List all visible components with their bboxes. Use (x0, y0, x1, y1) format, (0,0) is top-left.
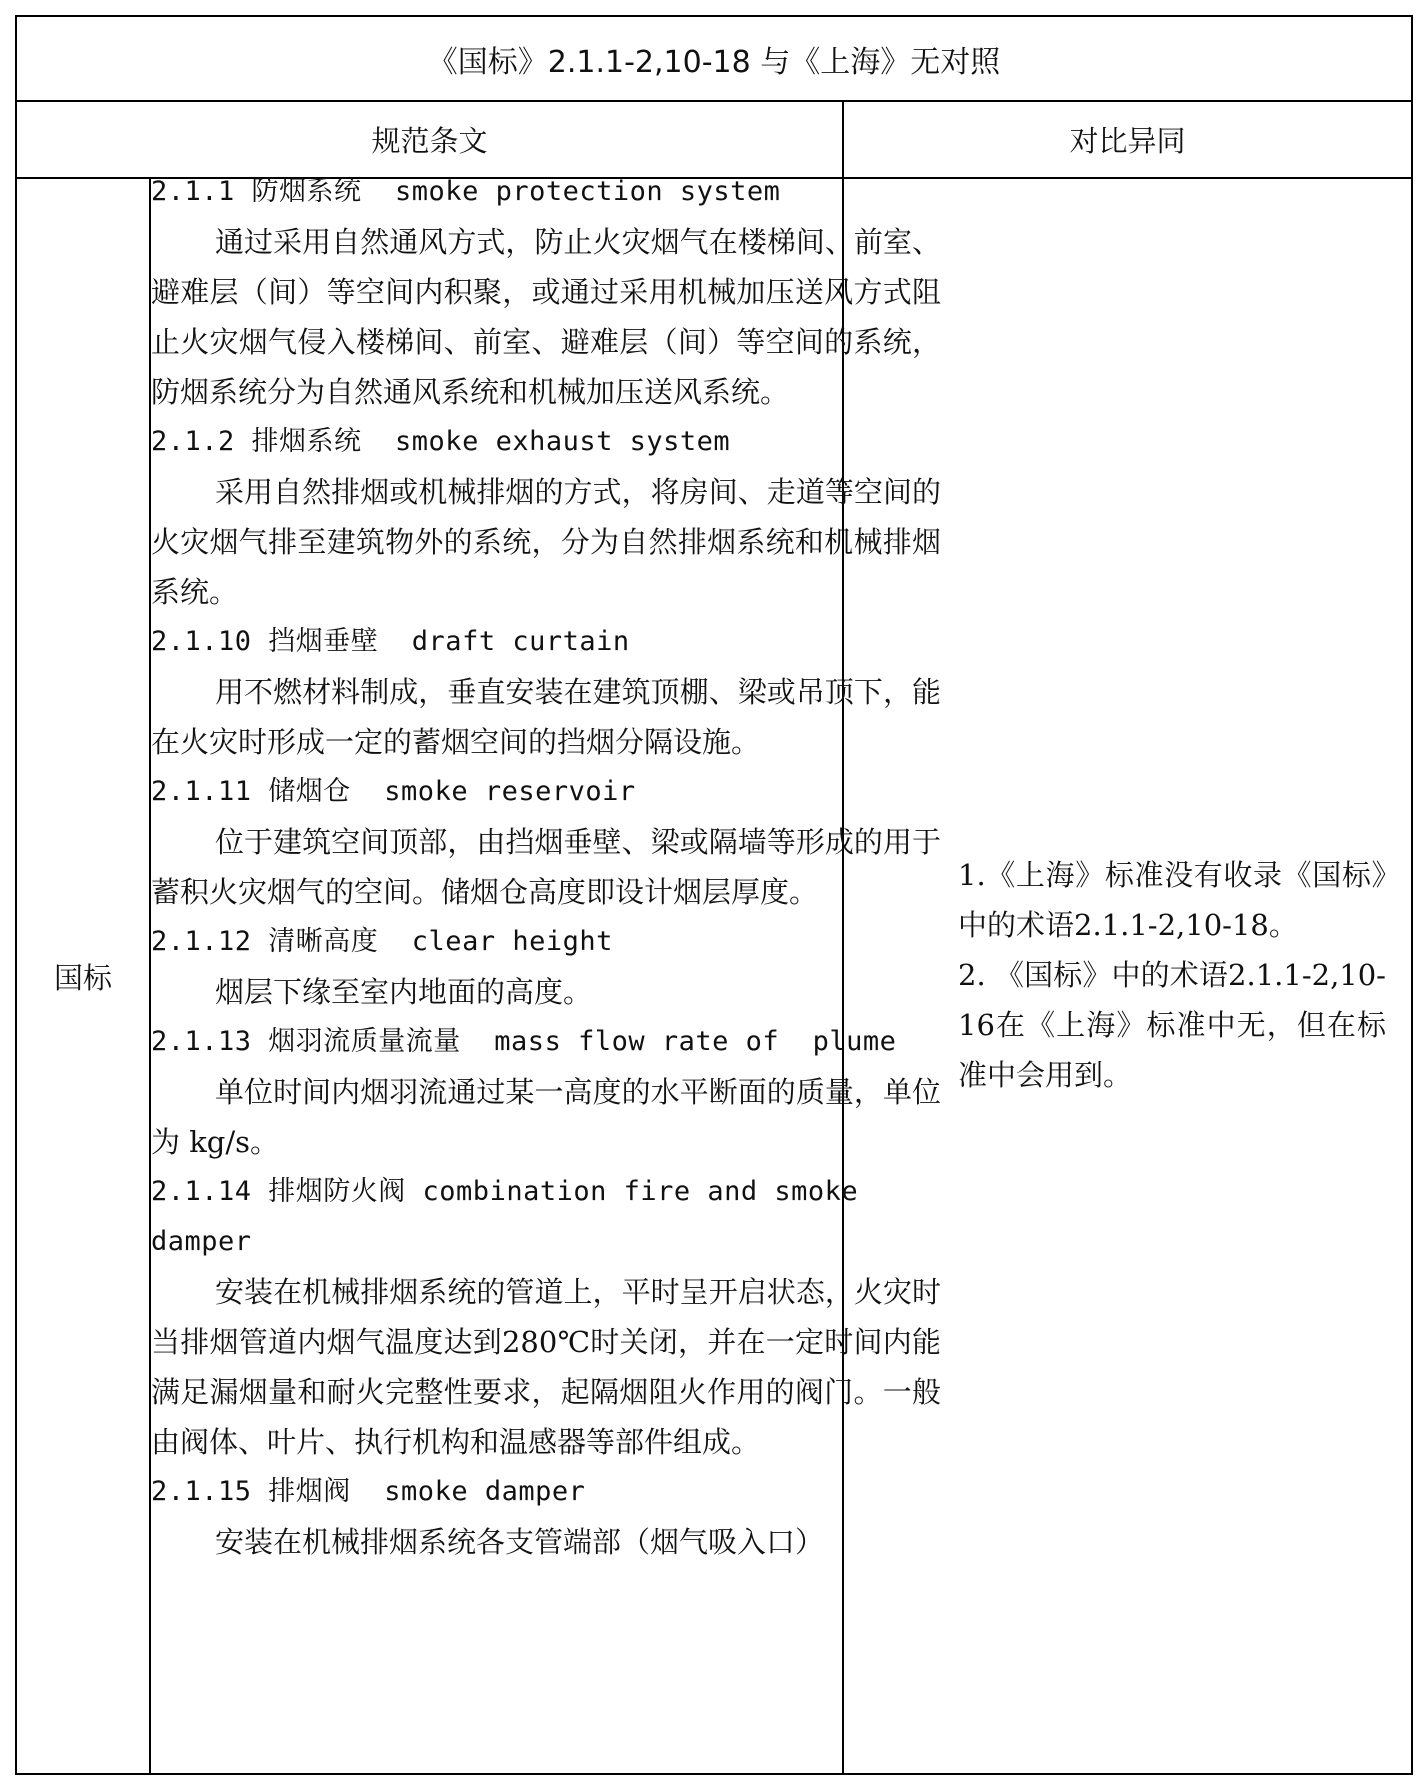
table-title: 《国标》2.1.1-2,10-18 与《上海》无对照 (427, 44, 1001, 80)
term-heading: 2.1.2 排烟系统 smoke exhaust system (151, 426, 731, 457)
term-definition: 位于建筑空间顶部，由挡烟垂壁、梁或隔墙等形成的用于蓄积火灾烟气的空间。储烟仓高度即设计烟层厚度。 (151, 825, 941, 909)
term-definition: 通过采用自然通风方式，防止火灾烟气在楼梯间、前室、避难层（间）等空间内积聚，或通过采用机械加压送风方式阻止火灾烟气侵入楼梯间、前室、避难层（间）等空间的系统，防烟系统分为自然通风系统和机械加压送风系统。 (151, 225, 941, 409)
term-heading: 2.1.1 防烟系统 smoke protection system (151, 176, 781, 207)
comparison-note: 1.《上海》标准没有收录《国标》中的术语2.1.1-2,10-18。 (958, 858, 1386, 942)
term-definition: 采用自然排烟或机械排烟的方式，将房间、走道等空间的火灾烟气排至建筑物外的系统，分为自然排烟系统和机械排烟系统。 (151, 475, 941, 609)
term-definition: 安装在机械排烟系统各支管端部（烟气吸入口） (215, 1525, 825, 1559)
term-heading: 2.1.13 烟羽流质量流量 mass flow rate of plume (151, 1026, 897, 1057)
term-heading: 2.1.11 储烟仓 smoke reservoir (151, 776, 636, 807)
term-definition: 单位时间内烟羽流通过某一高度的水平断面的质量，单位为 kg/s。 (151, 1075, 941, 1159)
row-label: 国标 (53, 960, 112, 995)
clause-text (151, 167, 941, 1567)
term-heading: 2.1.15 排烟阀 smoke damper (151, 1476, 586, 1507)
header-clause: 规范条文 (371, 124, 488, 158)
term-definition: 用不燃材料制成，垂直安装在建筑顶棚、梁或吊顶下，能在火灾时形成一定的蓄烟空间的挡烟分隔设施。 (151, 675, 941, 759)
term-definition: 烟层下缘至室内地面的高度。 (215, 975, 593, 1009)
term-definition: 安装在机械排烟系统的管道上，平时呈开启状态，火灾时当排烟管道内烟气温度达到280℃时关闭，并在一定时间内能满足漏烟量和耐火完整性要求，起隔烟阻火作用的阀门。一般由阀体、叶片、执行机构和温感器等部件组成。 (151, 1275, 941, 1459)
term-heading: 2.1.10 挡烟垂壁 draft curtain (151, 626, 630, 657)
comparison-notes (958, 850, 1386, 1100)
header-comparison: 对比异同 (1069, 124, 1186, 158)
term-heading: 2.1.12 清晰高度 clear height (151, 926, 613, 957)
term-heading: 2.1.14 排烟防火阀 combination fire and smoke damper (151, 1176, 859, 1257)
comparison-note: 2. 《国标》中的术语2.1.1-2,10-16在《上海》标准中无，但在标准中会用到。 (958, 958, 1386, 1092)
